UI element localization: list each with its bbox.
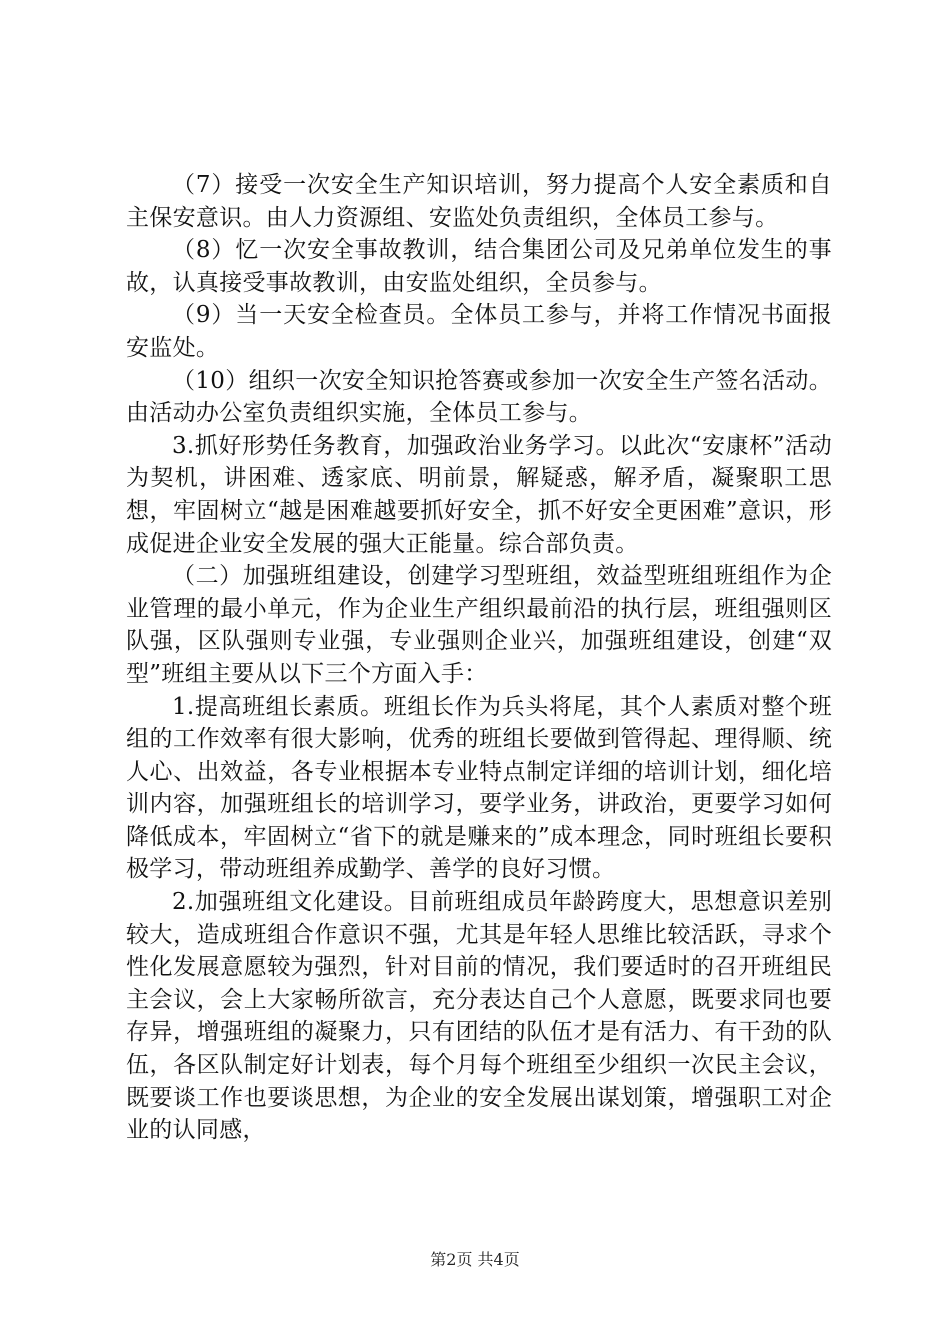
paragraph-section-3: 3.抓好形势任务教育，加强政治业务学习。以此次“安康杯”活动为契机，讲困难、透家底、明前景，解疑惑，解矛盾，凝聚职工思想，牢固树立“越是困难越要抓好安全，抓不好安全更困难”意识，形成促进企业安全发展的强大正能量。综合部负责。 — [126, 432, 832, 557]
page-number-footer: 第2页 共4页 — [430, 1250, 520, 1269]
paragraph-heading-2: （二）加强班组建设，创建学习型班组，效益型班组班组作为企业管理的最小单元，作为企业生产组织最前沿的执行层，班组强则区队强，区队强则专业强，专业强则企业兴，加强班组建设，创建“双型”班组主要从以下三个方面入手： — [126, 563, 832, 687]
paragraph-subsection-1: 1.提高班组长素质。班组长作为兵头将尾，其个人素质对整个班组的工作效率有很大影响，优秀的班组长要做到管得起、理得顺、统人心、出效益，各专业根据本专业特点制定详细的培训计划，细化培训内容，加强班组长的培训学习，要学业务，讲政治，更要学习如何降低成本，牢固树立“省下的就是赚来的”成本理念，同时班组长要积极学习，带动班组养成勤学、善学的良好习惯。 — [126, 693, 832, 883]
paragraph-subsection-2: 2.加强班组文化建设。目前班组成员年龄跨度大，思想意识差别较大，造成班组合作意识不强，尤其是年轻人思维比较活跃，寻求个性化发展意愿较为强烈，针对目前的情况，我们要适时的召开班组民主会议，会上大家畅所欲言，充分表达自己个人意愿，既要求同也要存异，增强班组的凝聚力，只有团结的队伍才是有活力、有干劲的队伍，各区队制定好计划表，每个月每个班组至少组织一次民主会议，既要谈工作也要谈思想，为企业的安全发展出谋划策，增强职工对企业的认同感， — [126, 889, 832, 1144]
paragraph-item-9: （9）当一天安全检查员。全体员工参与，并将工作情况书面报安监处。 — [126, 302, 832, 361]
paragraph-item-8: （8）忆一次安全事故教训，结合集团公司及兄弟单位发生的事故，认真接受事故教训，由安监处组织，全员参与。 — [126, 237, 832, 296]
paragraph-item-10: （10）组织一次安全知识抢答赛或参加一次安全生产签名活动。由活动办公室负责组织实施，全体员工参与。 — [126, 367, 832, 427]
paragraph-item-7: （7）接受一次安全生产知识培训，努力提高个人安全素质和自主保安意识。由人力资源组、安监处负责组织，全体员工参与。 — [126, 172, 832, 231]
document-body — [126, 169, 832, 1147]
